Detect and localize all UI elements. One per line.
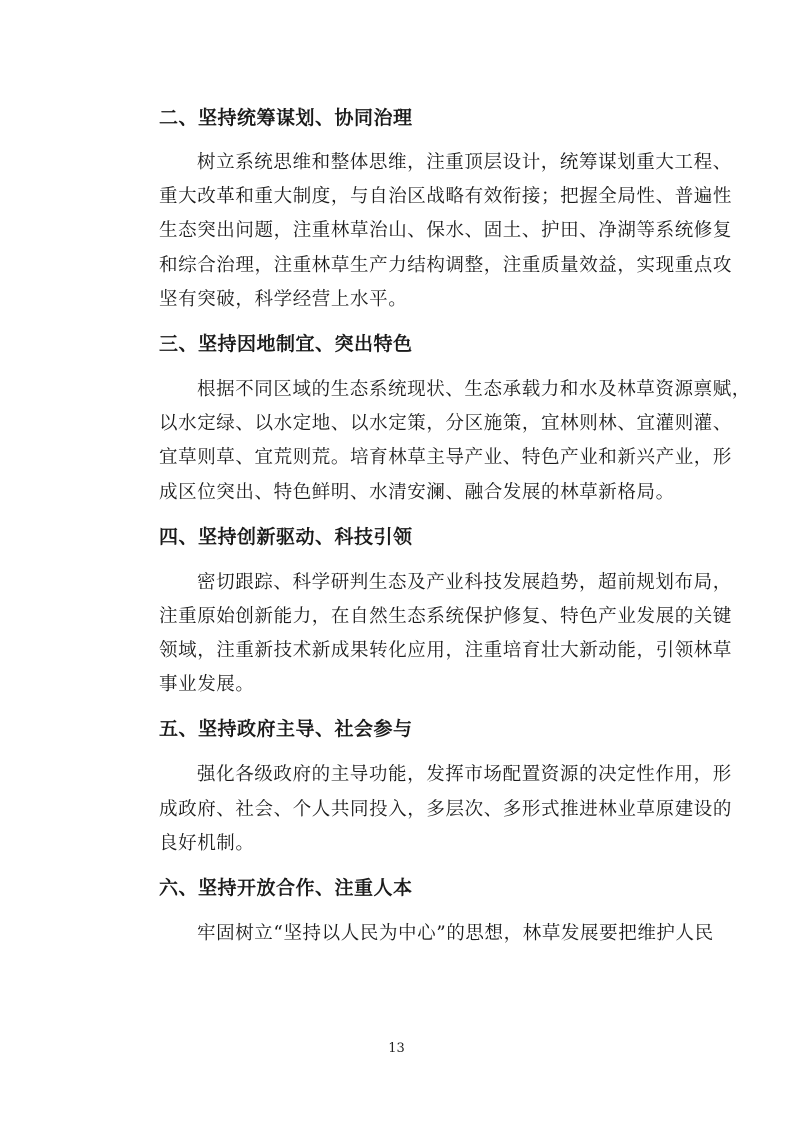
section-paragraph xyxy=(121,373,751,510)
paragraph-line: 和综合治理，注重林草生产力结构调整，注重质量效益，实现重点攻 xyxy=(159,254,733,276)
section-paragraph xyxy=(121,758,733,861)
section-paragraph xyxy=(121,566,733,703)
page-content xyxy=(121,101,751,951)
paragraph-line: 强化各级政府的主导功能，发挥市场配置资源的决定性作用，形 xyxy=(197,764,732,786)
paragraph-line: 重大改革和重大制度，与自治区战略有效衔接；把握全局性、普遍性 xyxy=(159,186,733,208)
paragraph-line: 领域，注重新技术新成果转化应用，注重培育壮大新动能，引领林草 xyxy=(159,640,733,662)
paragraph-line: 良好机制。 xyxy=(159,832,255,854)
paragraph-line: 注重原始创新能力，在自然生态系统保护修复、特色产业发展的关键 xyxy=(159,605,733,627)
section-heading: 三、坚持因地制宜、突出特色 xyxy=(159,332,413,355)
page-number: 13 xyxy=(388,1041,405,1056)
section-heading: 二、坚持统筹谋划、协同治理 xyxy=(159,107,413,129)
section-paragraph xyxy=(121,917,714,951)
paragraph-line: 根据不同区域的生态系统现状、生态承载力和水及林草资源禀赋， xyxy=(197,378,751,400)
paragraph-line: 宜草则草、宜荒则荒。培育林草主导产业、特色产业和新兴产业，形 xyxy=(159,447,733,469)
paragraph-line: 坚有突破，科学经营上水平。 xyxy=(159,288,408,310)
paragraph-line: 牢固树立“坚持以人民为中心”的思想，林草发展要把维护人民 xyxy=(197,923,714,944)
paragraph-line: 成政府、社会、个人共同投入，多层次、多形式推进林业草原建设的 xyxy=(159,798,733,820)
paragraph-line: 事业发展。 xyxy=(159,674,255,696)
paragraph-line: 密切跟踪、科学研判生态及产业科技发展趋势，超前规划布局， xyxy=(197,571,732,593)
section-heading: 四、坚持创新驱动、科技引领 xyxy=(159,525,413,548)
paragraph-line: 生态突出问题，注重林草治山、保水、固土、护田、净湖等系统修复 xyxy=(159,220,733,242)
paragraph-line: 成区位突出、特色鲜明、水清安澜、融合发展的林草新格局。 xyxy=(159,481,675,503)
section-heading: 五、坚持政府主导、社会参与 xyxy=(159,718,413,741)
section-paragraph xyxy=(121,146,733,317)
section-heading: 六、坚持开放合作、注重人本 xyxy=(159,877,413,899)
paragraph-line: 树立系统思维和整体思维，注重顶层设计，统筹谋划重大工程、 xyxy=(197,152,732,173)
paragraph-line: 以水定绿、以水定地、以水定策，分区施策，宜林则林、宜灌则灌、 xyxy=(159,413,733,435)
